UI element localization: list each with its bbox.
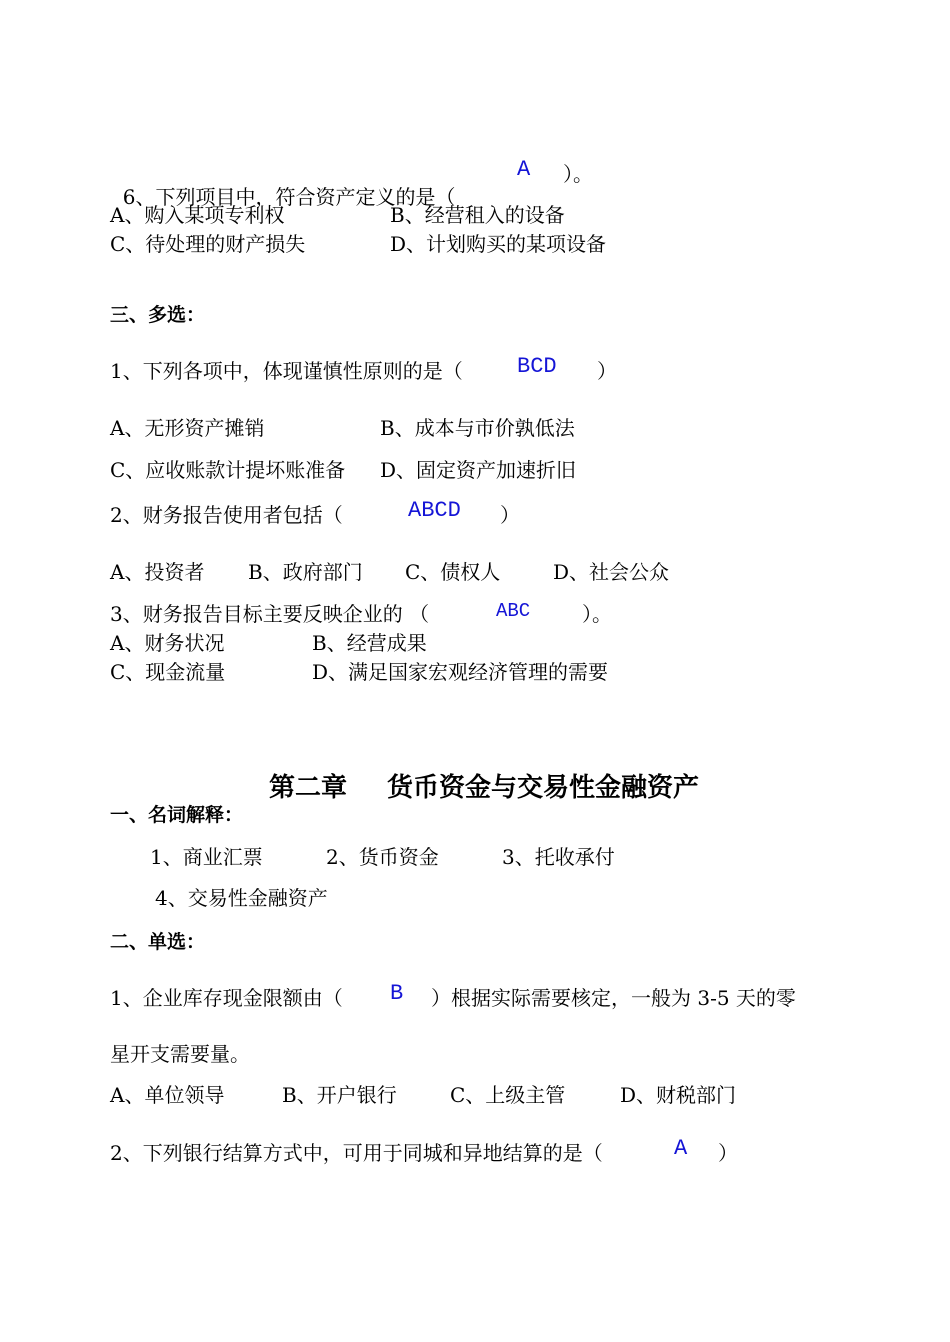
option-b: B、经营成果 <box>312 631 427 655</box>
answer-text: BCD <box>517 354 557 379</box>
option-a: A、无形资产摊销 <box>110 416 265 440</box>
option-c: C、债权人 <box>405 560 501 584</box>
question-close: ） <box>597 359 617 383</box>
answer-text: B <box>390 981 404 1006</box>
question-close: ）。 <box>563 162 593 186</box>
term-item: 3、托收承付 <box>502 845 615 869</box>
option-d: D、社会公众 <box>553 560 670 584</box>
question-rest: ）根据实际需要核定，一般为 3-5 天的零 <box>431 986 796 1010</box>
answer-text: A <box>674 1136 688 1161</box>
option-c: C、现金流量 <box>110 660 226 684</box>
section-heading-terms: 一、名词解释： <box>110 804 244 826</box>
term-item: 4、交易性金融资产 <box>155 886 328 910</box>
question-stem: 3、财务报告目标主要反映企业的 （ <box>110 602 430 626</box>
question-continuation: 星开支需要量。 <box>110 1042 250 1066</box>
option-c: C、待处理的财产损失 <box>110 232 306 256</box>
question-close: ）。 <box>582 602 612 626</box>
option-b: B、政府部门 <box>248 560 363 584</box>
term-item: 1、商业汇票 <box>150 845 263 869</box>
question-stem: 2、财务报告使用者包括（ <box>110 503 343 527</box>
option-d: D、固定资产加速折旧 <box>380 458 577 482</box>
chapter-heading <box>0 737 950 804</box>
question-close: ） <box>718 1141 738 1165</box>
term-item: 2、货币资金 <box>326 845 439 869</box>
question-close: ） <box>500 503 520 527</box>
question-stem: 1、下列各项中，体现谨慎性原则的是（ <box>110 359 463 383</box>
question-stem: 1、企业库存现金限额由（ <box>110 986 343 1010</box>
option-d: D、计划购买的某项设备 <box>390 232 607 256</box>
answer-text: ABCD <box>408 498 461 523</box>
section-heading-multi: 三、多选： <box>110 304 206 326</box>
option-a: A、购入某项专利权 <box>110 203 285 227</box>
question-stem: 2、下列银行结算方式中，可用于同城和异地结算的是（ <box>110 1141 603 1165</box>
option-b: B、经营租入的设备 <box>390 203 565 227</box>
chapter-number: 第二章 <box>269 773 348 803</box>
option-a: A、财务状况 <box>110 631 225 655</box>
option-a: A、投资者 <box>110 560 205 584</box>
option-c: C、上级主管 <box>450 1083 566 1107</box>
answer-text: ABC <box>496 600 531 622</box>
option-b: B、开户银行 <box>282 1083 397 1107</box>
option-c: C、应收账款计提坏账准备 <box>110 458 346 482</box>
option-a: A、单位领导 <box>110 1083 225 1107</box>
chapter-title: 货币资金与交易性金融资产 <box>387 773 700 803</box>
option-d: D、满足国家宏观经济管理的需要 <box>312 660 609 684</box>
option-d: D、财税部门 <box>620 1083 737 1107</box>
option-b: B、成本与市价孰低法 <box>380 416 575 440</box>
answer-text: A <box>517 157 531 182</box>
question-stem: 6、下列项目中，符合资产定义的是（ <box>122 185 456 209</box>
section-heading-single: 二、单选： <box>110 931 206 953</box>
